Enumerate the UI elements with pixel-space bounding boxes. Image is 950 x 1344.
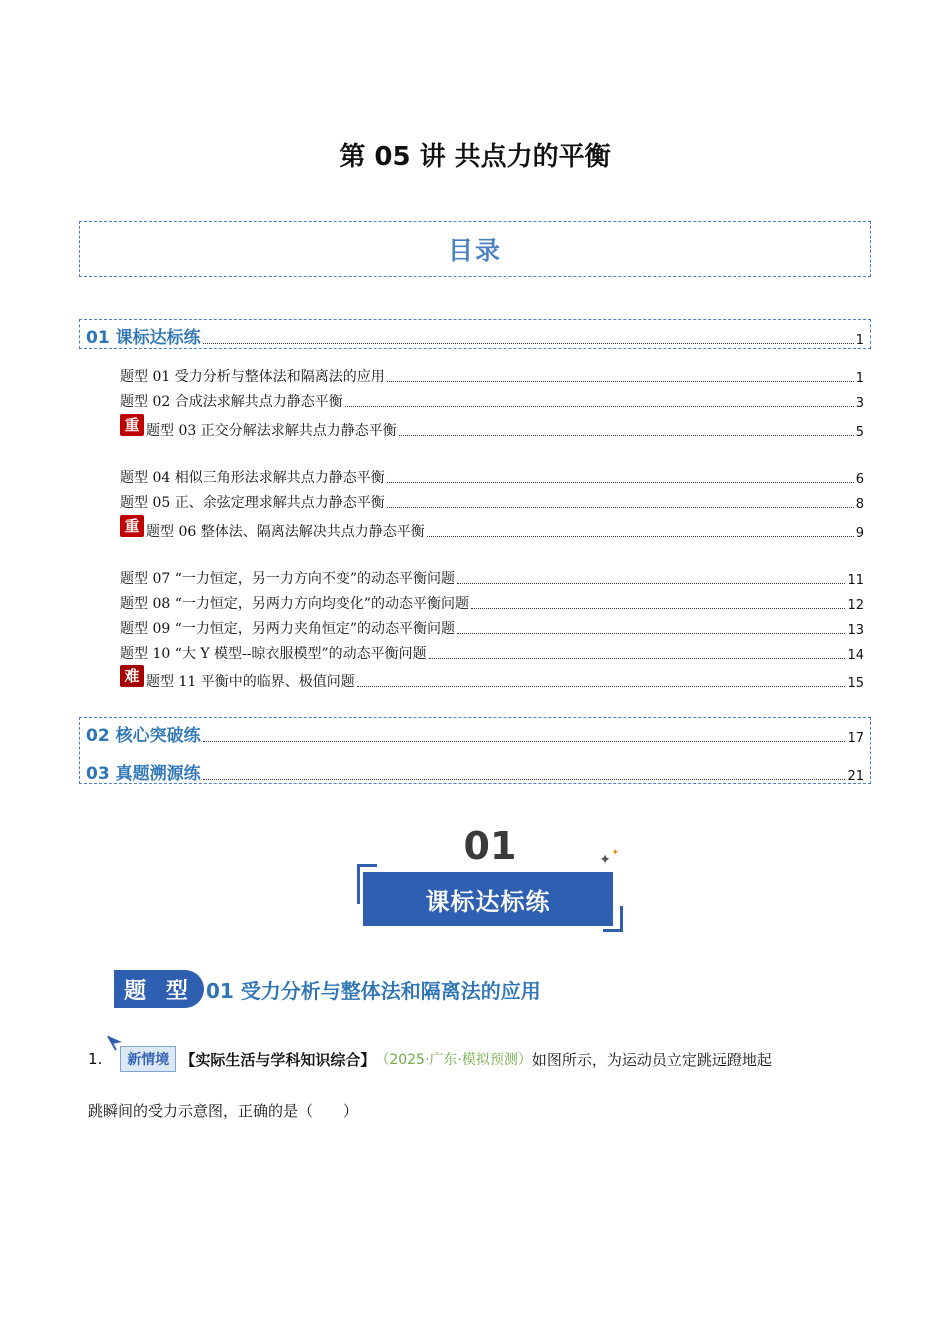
- toc-leader-dots: [457, 633, 845, 634]
- toc-section-row[interactable]: [86, 721, 864, 746]
- banner-number: 01: [463, 824, 517, 868]
- toc-page-number: 9: [855, 526, 864, 541]
- toc-item-row[interactable]: [120, 593, 864, 613]
- toc-leader-dots: [203, 779, 846, 780]
- toc-item-row[interactable]: [120, 492, 864, 512]
- type-title: 01 受力分析与整体法和隔离法的应用: [206, 978, 541, 1003]
- toc-leader-dots: [387, 381, 854, 382]
- toc-item-label: 题型 07 “一力恒定，另一力方向不变”的动态平衡问题: [120, 571, 456, 587]
- toc-item-label: 题型 06 整体法、隔离法解决共点力静态平衡: [146, 524, 425, 540]
- toc-section-label: 02 核心突破练: [86, 726, 201, 746]
- toc-section-label: 03 真题溯源练: [86, 764, 201, 784]
- toc-item-row[interactable]: [120, 391, 864, 411]
- key-point-tag-icon: 重: [120, 515, 144, 537]
- toc-item-label: 题型 03 正交分解法求解共点力静态平衡: [146, 423, 397, 439]
- toc-page-number: 21: [847, 769, 864, 784]
- toc-item-label: 题型 08 “一力恒定，另两力方向均变化”的动态平衡问题: [120, 596, 470, 612]
- question-type-heading: [114, 970, 541, 1008]
- toc-page-number: 1: [855, 333, 864, 348]
- question-category: 【实际生活与学科知识综合】: [180, 1050, 376, 1069]
- toc-page-number: 5: [855, 425, 864, 440]
- toc-page-number: 17: [847, 731, 864, 746]
- flag-icon: [106, 1034, 124, 1052]
- banner-label: 课标达标练: [425, 887, 551, 916]
- toc-leader-dots: [345, 406, 854, 407]
- new-context-label: 新情境: [120, 1046, 176, 1072]
- toc-page-number: 11: [847, 573, 864, 588]
- toc-item-label: 题型 05 正、余弦定理求解共点力静态平衡: [120, 495, 385, 511]
- toc-page-number: 8: [855, 497, 864, 512]
- key-point-tag-icon: 重: [120, 414, 144, 436]
- toc-page-number: 14: [847, 648, 864, 663]
- sparkle-icon: ✦: [611, 848, 619, 858]
- toc-leader-dots: [471, 608, 845, 609]
- toc-leader-dots: [203, 343, 854, 344]
- toc-leader-dots: [387, 482, 854, 483]
- document-title: 第 05 讲 共点力的平衡: [339, 142, 611, 172]
- toc-item-label: 题型 01 受力分析与整体法和隔离法的应用: [120, 369, 385, 385]
- sparkle-icon: ✦: [599, 852, 611, 868]
- toc-page-number: 3: [855, 396, 864, 411]
- toc-leader-dots: [399, 435, 854, 436]
- toc-leader-dots: [387, 507, 854, 508]
- toc-page-number: 6: [855, 472, 864, 487]
- toc-item-label: 题型 09 “一力恒定，另两力夹角恒定”的动态平衡问题: [120, 621, 456, 637]
- toc-page-number: 15: [847, 676, 864, 691]
- toc-leader-dots: [457, 583, 845, 584]
- toc-item-row[interactable]: [120, 467, 864, 487]
- question-line-1: [88, 1046, 772, 1072]
- question-text: 如图所示，为运动员立定跳远蹬地起: [531, 1050, 772, 1069]
- toc-item-row[interactable]: [120, 366, 864, 386]
- toc-leader-dots: [429, 658, 846, 659]
- toc-page-number: 12: [847, 598, 864, 613]
- section-banner: [355, 824, 625, 932]
- toc-item-row[interactable]: [120, 519, 864, 541]
- toc-item-label: 题型 02 合成法求解共点力静态平衡: [120, 394, 343, 410]
- type-badge-label: 题 型: [124, 977, 194, 1004]
- toc-item-row[interactable]: [120, 669, 864, 691]
- toc-section-row[interactable]: [86, 759, 864, 784]
- difficult-tag-icon: 难: [120, 665, 144, 687]
- banner-label-box: [363, 872, 613, 926]
- toc-heading: 目录: [447, 236, 502, 265]
- toc-page-number: 13: [847, 623, 864, 638]
- toc-item-row[interactable]: [120, 643, 864, 663]
- toc-leader-dots: [203, 741, 846, 742]
- toc-item-label: 题型 10 “大 Y 模型--晾衣服模型”的动态平衡问题: [120, 646, 427, 662]
- toc-item-row[interactable]: [120, 418, 864, 440]
- toc-page-number: 1: [855, 371, 864, 386]
- toc-item-row[interactable]: [120, 618, 864, 638]
- toc-item-label: 题型 04 相似三角形法求解共点力静态平衡: [120, 470, 385, 486]
- toc-section-row[interactable]: [86, 323, 864, 348]
- type-badge: [114, 970, 204, 1008]
- new-context-badge: [120, 1046, 176, 1072]
- toc-item-row[interactable]: [120, 568, 864, 588]
- toc-leader-dots: [357, 686, 846, 687]
- toc-section-label: 01 课标达标练: [86, 328, 201, 348]
- question-line-2: 跳瞬间的受力示意图，正确的是（ ）: [88, 1102, 359, 1120]
- toc-header: [79, 221, 871, 277]
- toc-item-label: 题型 11 平衡中的临界、极值问题: [146, 674, 355, 690]
- question-source: （2025·广东·模拟预测）: [375, 1052, 532, 1068]
- question-number: 1.: [88, 1050, 103, 1068]
- toc-leader-dots: [427, 536, 854, 537]
